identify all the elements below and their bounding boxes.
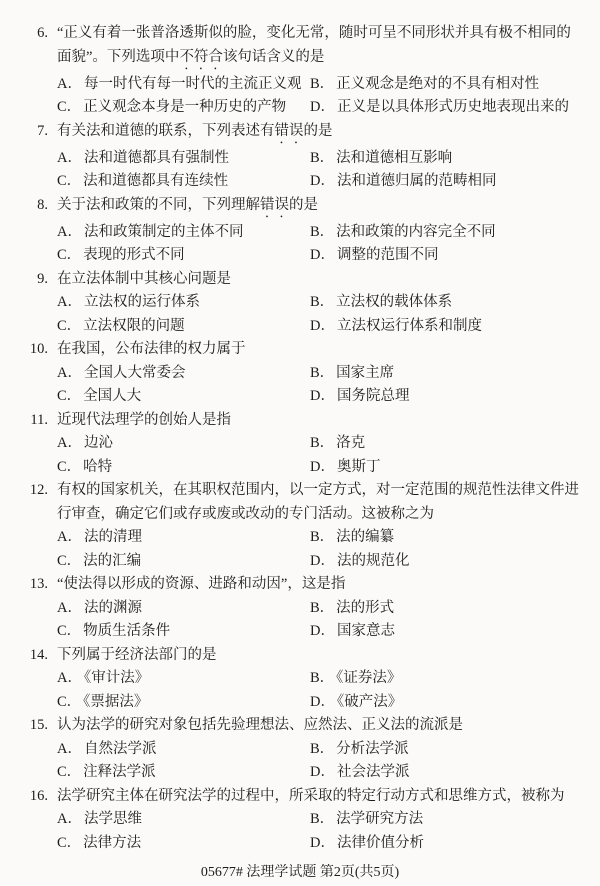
question-stem (0, 644, 600, 668)
option-text: 法学思维 (83, 811, 142, 827)
option-text: 法律方法 (83, 834, 142, 851)
option-d (310, 550, 600, 574)
option-label: D． (310, 317, 335, 334)
question-stem-line (57, 479, 590, 503)
options-grid (57, 526, 600, 573)
option-label: B． (310, 364, 335, 381)
option-a (57, 526, 310, 550)
option-text: 法和道德都具有强制性 (83, 149, 229, 166)
stem-text: 面貌”。下列选项中 (57, 48, 180, 65)
option-label: B． (310, 670, 335, 686)
question (0, 268, 600, 339)
option-b (310, 362, 600, 386)
emphasized-text: 错误 (260, 196, 289, 213)
option-text: 法和道德相互影响 (336, 149, 453, 166)
question-stem-line (57, 409, 590, 433)
option-text: 法学研究方法 (336, 811, 424, 827)
stem-text: 下列属于经济法部门的是 (57, 646, 217, 663)
question-number: 14. (29, 646, 48, 663)
option-b (310, 738, 600, 762)
option-b (310, 667, 600, 691)
question (0, 194, 600, 268)
option-b (310, 597, 600, 621)
stem-text: 认为法学的研究对象包括先验理想法、应然法、正义法的流派是 (57, 717, 463, 733)
question-number: 15. (29, 717, 48, 733)
stem-text: 的是 (303, 122, 333, 139)
question-stem-line (57, 268, 590, 292)
option-text: 正义是以具体形式历史地表现出来的 (336, 99, 569, 115)
option-a (57, 73, 310, 97)
option-text: 分析法学派 (336, 740, 409, 757)
option-label: D． (310, 834, 335, 851)
option-label: A． (57, 364, 82, 381)
option-text: 社会法学派 (336, 764, 410, 780)
option-text: 洛克 (336, 435, 366, 451)
option-c (57, 244, 310, 268)
question-stem-line (57, 46, 590, 73)
option-text: 法的编纂 (336, 529, 395, 545)
option-c (57, 96, 310, 120)
option-c (57, 832, 310, 856)
stem-text: 的是 (289, 196, 318, 213)
question-stem-line (57, 503, 590, 527)
option-text: 立法权运行体系和制度 (336, 317, 482, 334)
option-text: 正义观念是绝对的不具有相对性 (336, 75, 540, 92)
option-label: B． (310, 223, 335, 240)
stem-text: 近现代法理学的创始人是指 (57, 411, 231, 428)
stem-text: “使法得以形成的资源、进路和动因”，这是指 (57, 576, 346, 592)
option-text: 国务院总理 (336, 388, 410, 404)
question (0, 644, 600, 715)
question-list (0, 22, 600, 855)
option-c (57, 170, 310, 194)
option-label: C． (57, 552, 82, 569)
options-grid (57, 362, 600, 409)
option-label: B． (310, 529, 335, 545)
option-label: C． (57, 693, 82, 710)
option-label: A． (57, 670, 82, 686)
option-c (57, 385, 310, 409)
option-a (57, 221, 310, 245)
options-grid (57, 597, 600, 644)
option-c (57, 761, 310, 785)
options-grid (57, 291, 600, 338)
option-label: A． (57, 149, 82, 166)
option-a (57, 432, 310, 456)
option-label: C． (57, 834, 82, 851)
option-label: A． (57, 75, 82, 92)
question (0, 338, 600, 409)
option-text: 法和政策制定的主体不同 (83, 223, 244, 240)
question-stem-line (57, 194, 590, 221)
option-label: C． (57, 317, 82, 334)
question-number: 7. (37, 122, 48, 139)
option-label: B． (310, 740, 335, 757)
option-label: A． (57, 529, 82, 545)
stem-text: 法学研究主体在研究法学的过程中，所采取的特定行动方式和思维方式，被称为 (57, 787, 565, 804)
option-text: 边沁 (83, 435, 113, 451)
option-text: 立法权的运行体系 (83, 294, 200, 310)
option-label: B． (310, 811, 335, 827)
option-label: B． (310, 149, 335, 166)
question (0, 409, 600, 480)
question (0, 573, 600, 644)
option-d (310, 315, 600, 339)
question-stem (0, 573, 600, 597)
options-grid (57, 73, 600, 120)
question (0, 479, 600, 573)
option-text: 奥斯丁 (336, 458, 381, 475)
option-text: 自然法学派 (83, 740, 157, 757)
option-label: A． (57, 740, 82, 757)
stem-text: 在我国，公布法律的权力属于 (57, 341, 246, 357)
option-text: 立法权的载体体系 (336, 294, 453, 310)
option-text: 全国人大 (83, 388, 142, 404)
question (0, 120, 600, 194)
option-text: 国家意志 (336, 623, 395, 639)
option-d (310, 620, 600, 644)
stem-text: 关于法和政策的不同，下列理解 (57, 196, 260, 213)
option-label: B． (310, 435, 335, 451)
question-stem-line (57, 644, 590, 668)
option-d (310, 385, 600, 409)
option-label: C． (57, 458, 82, 475)
question-number: 10. (29, 341, 48, 357)
option-d (310, 456, 600, 480)
stem-text: “正义有着一张普洛透斯似的脸，变化无常，随时可呈不同形状并具有极不相同的 (57, 25, 571, 41)
option-c (57, 691, 310, 715)
stem-text: 在立法体制中其核心问题是 (57, 270, 231, 287)
option-label: C． (57, 99, 82, 115)
question-stem-line (57, 573, 590, 597)
option-b (310, 526, 600, 550)
options-grid (57, 147, 600, 194)
stem-text: 有关法和道德的联系，下列表述有 (57, 122, 275, 139)
option-d (310, 244, 600, 268)
option-text: 哈特 (83, 458, 113, 475)
option-text: 《审计法》 (83, 670, 150, 686)
option-label: A． (57, 435, 82, 451)
option-label: A． (57, 294, 82, 310)
question-stem-line (57, 338, 590, 362)
option-text: 法的汇编 (83, 552, 142, 569)
question-number: 8. (37, 196, 48, 213)
option-text: 正义观念本身是一种历史的产物 (83, 99, 287, 115)
question-stem-line (57, 22, 590, 46)
question-number: 11. (30, 411, 48, 428)
option-d (310, 832, 600, 856)
option-label: A． (57, 223, 82, 240)
option-d (310, 691, 600, 715)
option-d (310, 170, 600, 194)
option-label: D． (310, 764, 335, 780)
option-label: D． (310, 552, 335, 569)
option-label: B． (310, 599, 335, 616)
option-b (310, 221, 600, 245)
option-a (57, 738, 310, 762)
stem-text: 有权的国家机关，在其职权范围内，以一定方式，对一定范围的规范性法律文件进 (57, 482, 579, 498)
question-number: 6. (37, 25, 48, 41)
option-label: C． (57, 173, 82, 189)
options-grid (57, 221, 600, 268)
question-stem (0, 785, 600, 809)
option-label: D． (310, 99, 335, 115)
option-text: 法的清理 (83, 529, 142, 545)
option-a (57, 147, 310, 171)
option-text: 法律价值分析 (336, 834, 424, 851)
question-stem-line (57, 714, 590, 738)
option-label: D． (310, 458, 335, 475)
option-a (57, 291, 310, 315)
option-label: C． (57, 388, 82, 404)
option-text: 法和道德归属的范畴相同 (336, 173, 497, 189)
emphasized-text: 错误 (274, 122, 304, 139)
option-text: 每一时代有每一时代的主流正义观 (83, 75, 302, 92)
option-label: C． (57, 623, 82, 639)
question-stem (0, 194, 600, 221)
option-label: C． (57, 247, 82, 263)
question-number: 9. (37, 270, 48, 287)
option-c (57, 315, 310, 339)
option-label: C． (57, 764, 82, 780)
option-text: 立法权限的问题 (83, 317, 185, 334)
option-c (57, 620, 310, 644)
emphasized-text: 不符合 (179, 48, 223, 65)
option-a (57, 597, 310, 621)
option-d (310, 96, 600, 120)
option-a (57, 667, 310, 691)
option-text: 法的规范化 (336, 552, 410, 569)
option-b (310, 432, 600, 456)
question-stem (0, 120, 600, 147)
question-number: 16. (29, 787, 48, 804)
option-label: D． (310, 388, 335, 404)
option-text: 《票据法》 (83, 693, 149, 710)
question-stem-line (57, 785, 590, 809)
option-text: 全国人大常委会 (83, 364, 186, 381)
option-text: 《破产法》 (336, 693, 403, 710)
option-c (57, 456, 310, 480)
option-text: 物质生活条件 (83, 623, 171, 639)
stem-text: 行审查，确定它们或存或废或改动的专门活动。这被称之为 (57, 505, 434, 522)
option-label: A． (57, 599, 82, 616)
question-number: 13. (29, 576, 48, 592)
question-stem (0, 22, 600, 73)
question-stem (0, 714, 600, 738)
question-stem-line (57, 120, 590, 147)
option-b (310, 808, 600, 832)
options-grid (57, 738, 600, 785)
option-label: B． (310, 75, 335, 92)
options-grid (57, 808, 600, 855)
stem-text: 该句话含义的是 (222, 48, 325, 65)
page-footer: 05677# 法理学试题 第2页(共5页) (200, 865, 400, 880)
question-stem (0, 338, 600, 362)
question-stem (0, 268, 600, 292)
question (0, 22, 600, 120)
option-label: D． (310, 623, 335, 639)
option-b (310, 147, 600, 171)
option-text: 调整的范围不同 (336, 247, 439, 263)
option-text: 表现的形式不同 (83, 247, 185, 263)
option-text: 《证券法》 (336, 670, 402, 686)
question-number: 12. (29, 482, 48, 498)
option-label: D． (310, 693, 335, 710)
option-text: 法的渊源 (83, 599, 142, 616)
option-label: A． (57, 811, 82, 827)
option-label: D． (310, 173, 335, 189)
option-text: 注释法学派 (83, 764, 156, 780)
option-label: B． (310, 294, 335, 310)
option-d (310, 761, 600, 785)
option-label: D． (310, 247, 335, 263)
question (0, 785, 600, 856)
options-grid (57, 667, 600, 714)
question-stem (0, 409, 600, 433)
option-text: 国家主席 (336, 364, 395, 381)
option-a (57, 362, 310, 386)
option-text: 法和道德都具有连续性 (83, 173, 229, 189)
option-c (57, 550, 310, 574)
question-stem (0, 479, 600, 526)
option-text: 法和政策的内容完全不同 (336, 223, 496, 240)
question (0, 714, 600, 785)
options-grid (57, 432, 600, 479)
option-text: 法的形式 (336, 599, 395, 616)
option-a (57, 808, 310, 832)
option-b (310, 291, 600, 315)
option-b (310, 73, 600, 97)
